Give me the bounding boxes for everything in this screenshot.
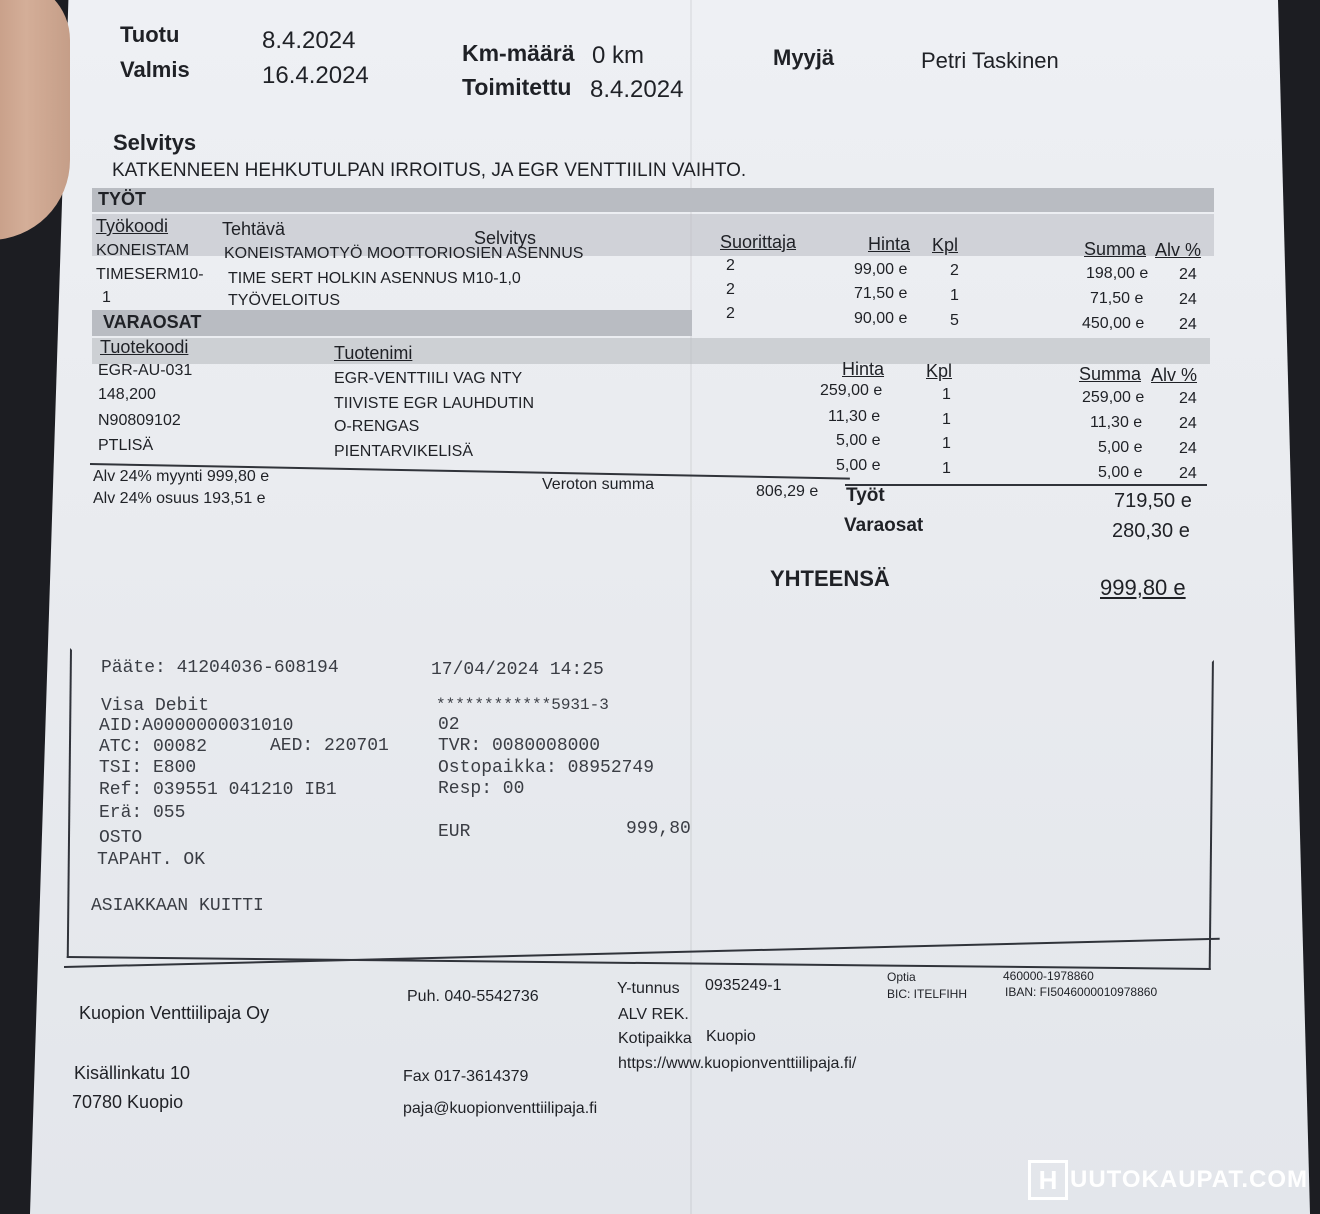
km-value: 0 km <box>592 42 645 69</box>
footer-website: https://www.kuopionventtiilipaja.fi/ <box>618 1055 857 1072</box>
myyja-label: Myyjä <box>773 45 835 70</box>
varaosat-row-4-vat: 24 <box>1179 465 1197 482</box>
tyot-col-vat: Alv % <box>1155 240 1202 260</box>
tyot-row-1-code: KONEISTAM <box>96 242 190 259</box>
varaosat-col-name: Tuotenimi <box>334 343 413 363</box>
tyot-row-1-vat: 24 <box>1179 266 1197 283</box>
varaosat-row-4-sum: 5,00 e <box>1098 464 1143 481</box>
totals-divider-right <box>845 484 1207 486</box>
veroton-label: Veroton summa <box>542 476 655 493</box>
receipt-tvr: TVR: 0080008000 <box>438 736 601 756</box>
tyot-row-2-code: TIMESERM10- <box>96 266 204 283</box>
footer-ytunnus-value: 0935249-1 <box>705 977 782 994</box>
tyot-row-3-vat: 24 <box>1179 316 1197 333</box>
varaosat-row-2-code: 148,200 <box>98 386 156 403</box>
receipt-aed: AED: 220701 <box>270 736 389 756</box>
varaosat-row-3-vat: 24 <box>1179 440 1197 457</box>
receipt-amount: 999,80 <box>626 819 691 839</box>
tyot-row-2-sum: 71,50 e <box>1090 290 1144 307</box>
toimitettu-value: 8.4.2024 <box>590 76 684 103</box>
receipt-resp: Resp: 00 <box>438 779 525 799</box>
tyot-col-price: Hinta <box>868 234 911 254</box>
receipt-ostopaikka: Ostopaikka: 08952749 <box>438 758 655 778</box>
tyot-total-label: Työt <box>846 485 885 506</box>
tyot-col-qty: Kpl <box>932 235 959 255</box>
varaosat-row-3-code: N90809102 <box>98 412 181 429</box>
tyot-row-1-performer: 2 <box>726 257 735 274</box>
varaosat-columns-band <box>92 338 1210 364</box>
tyot-row-2-price: 71,50 e <box>854 285 908 302</box>
tyot-row-2-qty: 1 <box>950 287 959 304</box>
varaosat-row-4-code: PTLISÄ <box>98 437 154 454</box>
receipt-customer-copy: ASIAKKAAN KUITTI <box>91 896 264 916</box>
footer-email: paja@kuopionventtiilipaja.fi <box>403 1100 598 1117</box>
yhteensa-value: 999,80 e <box>1100 575 1186 600</box>
footer-street: Kisällinkatu 10 <box>74 1063 191 1083</box>
receipt-osto: OSTO <box>99 828 143 848</box>
varaosat-row-1-vat: 24 <box>1179 390 1197 407</box>
tuotu-label: Tuotu <box>120 22 180 47</box>
tyot-header-bar <box>92 188 1214 212</box>
varaosat-row-3-price: 5,00 e <box>836 432 881 449</box>
footer-company: Kuopion Venttiilipaja Oy <box>79 1003 270 1023</box>
alv-myynti: Alv 24% myynti 999,80 e <box>93 468 270 485</box>
varaosat-row-4-qty: 1 <box>942 460 951 477</box>
receipt-terminal: Pääte: 41204036-608194 <box>101 658 339 678</box>
varaosat-section-title: VARAOSAT <box>103 312 202 332</box>
tyot-col-code: Työkoodi <box>96 216 169 236</box>
varaosat-col-qty: Kpl <box>926 361 953 381</box>
valmis-value: 16.4.2024 <box>262 62 369 89</box>
footer-ytunnus-label: Y-tunnus <box>617 980 680 997</box>
footer-phone: Puh. 040-5542736 <box>407 988 539 1005</box>
tyot-row-2-vat: 24 <box>1179 291 1197 308</box>
tyot-total-value: 719,50 e <box>1114 490 1192 512</box>
varaosat-row-1-name: EGR-VENTTIILI VAG NTY <box>334 370 523 387</box>
tyot-row-1-price: 99,00 e <box>854 261 908 278</box>
varaosat-total-value: 280,30 e <box>1112 520 1190 542</box>
varaosat-col-vat: Alv % <box>1151 365 1198 385</box>
varaosat-row-4-name: PIENTARVIKELISÄ <box>334 443 474 460</box>
footer-bank-name: Optia <box>887 970 916 984</box>
receipt-ref: Ref: 039551 041210 IB1 <box>99 780 337 800</box>
varaosat-row-1-code: EGR-AU-031 <box>98 362 193 379</box>
varaosat-col-sum: Summa <box>1079 364 1142 384</box>
footer-fax: Fax 017-3614379 <box>403 1068 529 1085</box>
tyot-row-2-performer: 2 <box>726 281 735 298</box>
card-receipt-frame <box>67 648 1214 970</box>
thumb <box>0 0 70 240</box>
footer-iban: IBAN: FI5046000010978860 <box>1005 985 1158 999</box>
varaosat-row-2-sum: 11,30 e <box>1090 414 1143 431</box>
tyot-row-3-qty: 5 <box>950 312 959 329</box>
receipt-card-number: ************5931-3 <box>436 696 609 714</box>
varaosat-row-2-price: 11,30 e <box>828 408 881 425</box>
tyot-row-2-desc: TIME SERT HOLKIN ASENNUS M10-1,0 <box>228 270 521 287</box>
footer-bic: BIC: ITELFIHH <box>887 987 968 1001</box>
alv-osuus: Alv 24% osuus 193,51 e <box>93 490 266 507</box>
varaosat-row-3-name: O-RENGAS <box>334 418 420 435</box>
varaosat-row-1-sum: 259,00 e <box>1082 389 1145 406</box>
watermark-logo-icon: H <box>1028 1160 1068 1200</box>
tyot-row-3-desc: TYÖVELOITUS <box>228 292 341 309</box>
receipt-era: Erä: 055 <box>99 803 186 823</box>
tyot-row-1-qty: 2 <box>950 262 959 279</box>
km-label: Km-määrä <box>462 40 575 66</box>
varaosat-row-1-price: 259,00 e <box>820 382 883 399</box>
toimitettu-label: Toimitettu <box>462 74 572 100</box>
receipt-tsi: TSI: E800 <box>99 758 197 778</box>
valmis-label: Valmis <box>120 57 190 82</box>
receipt-aid: AID:A0000000031010 <box>99 716 294 736</box>
receipt-datetime: 17/04/2024 14:25 <box>431 660 604 680</box>
tyot-row-3-price: 90,00 e <box>854 310 908 327</box>
myyja-value: Petri Taskinen <box>921 48 1059 73</box>
tyot-col-sum: Summa <box>1084 239 1147 259</box>
tyot-row-1-desc: KONEISTAMOTYÖ MOOTTORIOSIEN ASENNUS <box>224 245 584 262</box>
receipt-aid-2: 02 <box>438 715 460 735</box>
varaosat-row-2-name: TIIVISTE EGR LAUHDUTIN <box>334 395 535 412</box>
varaosat-row-3-sum: 5,00 e <box>1098 439 1143 456</box>
tyot-col-performer: Suorittaja <box>720 232 797 252</box>
tuotu-value: 8.4.2024 <box>262 27 356 54</box>
varaosat-row-3-qty: 1 <box>942 435 951 452</box>
watermark <box>1028 1160 1308 1200</box>
varaosat-row-4-price: 5,00 e <box>836 457 881 474</box>
tyot-section-title: TYÖT <box>98 189 146 209</box>
selvitys-text: KATKENNEEN HEHKUTULPAN IRROITUS, JA EGR VENTTIILIN VAIHTO. <box>112 160 747 181</box>
footer-bank-account: 460000-1978860 <box>1003 969 1094 983</box>
varaosat-col-price: Hinta <box>842 359 885 379</box>
receipt-currency: EUR <box>438 822 471 842</box>
watermark-text: UUTOKAUPAT.COM <box>1070 1166 1308 1193</box>
veroton-value: 806,29 e <box>756 483 819 500</box>
varaosat-total-label: Varaosat <box>844 515 924 536</box>
yhteensa-label: YHTEENSÄ <box>770 566 890 591</box>
tyot-row-3-code: 1 <box>102 289 111 306</box>
receipt-status: TAPAHT. OK <box>97 850 206 870</box>
footer-city: 70780 Kuopio <box>72 1092 184 1112</box>
footer-kotipaikka-label: Kotipaikka <box>618 1030 692 1047</box>
varaosat-row-2-qty: 1 <box>942 411 951 428</box>
tyot-col-task: Tehtävä <box>222 219 286 239</box>
varaosat-row-1-qty: 1 <box>942 386 951 403</box>
tyot-row-1-sum: 198,00 e <box>1086 265 1149 282</box>
varaosat-row-2-vat: 24 <box>1179 415 1197 432</box>
footer-kotipaikka-value: Kuopio <box>706 1028 756 1045</box>
tyot-row-3-sum: 450,00 e <box>1082 315 1145 332</box>
footer-alv-rek: ALV REK. <box>618 1006 689 1023</box>
receipt-atc: ATC: 00082 <box>99 737 208 757</box>
selvitys-title: Selvitys <box>113 130 197 155</box>
varaosat-col-code: Tuotekoodi <box>100 337 189 357</box>
tyot-row-3-performer: 2 <box>726 305 735 322</box>
receipt-card-type: Visa Debit <box>101 696 210 716</box>
tyot-col-desc: Selvitys <box>474 228 537 248</box>
